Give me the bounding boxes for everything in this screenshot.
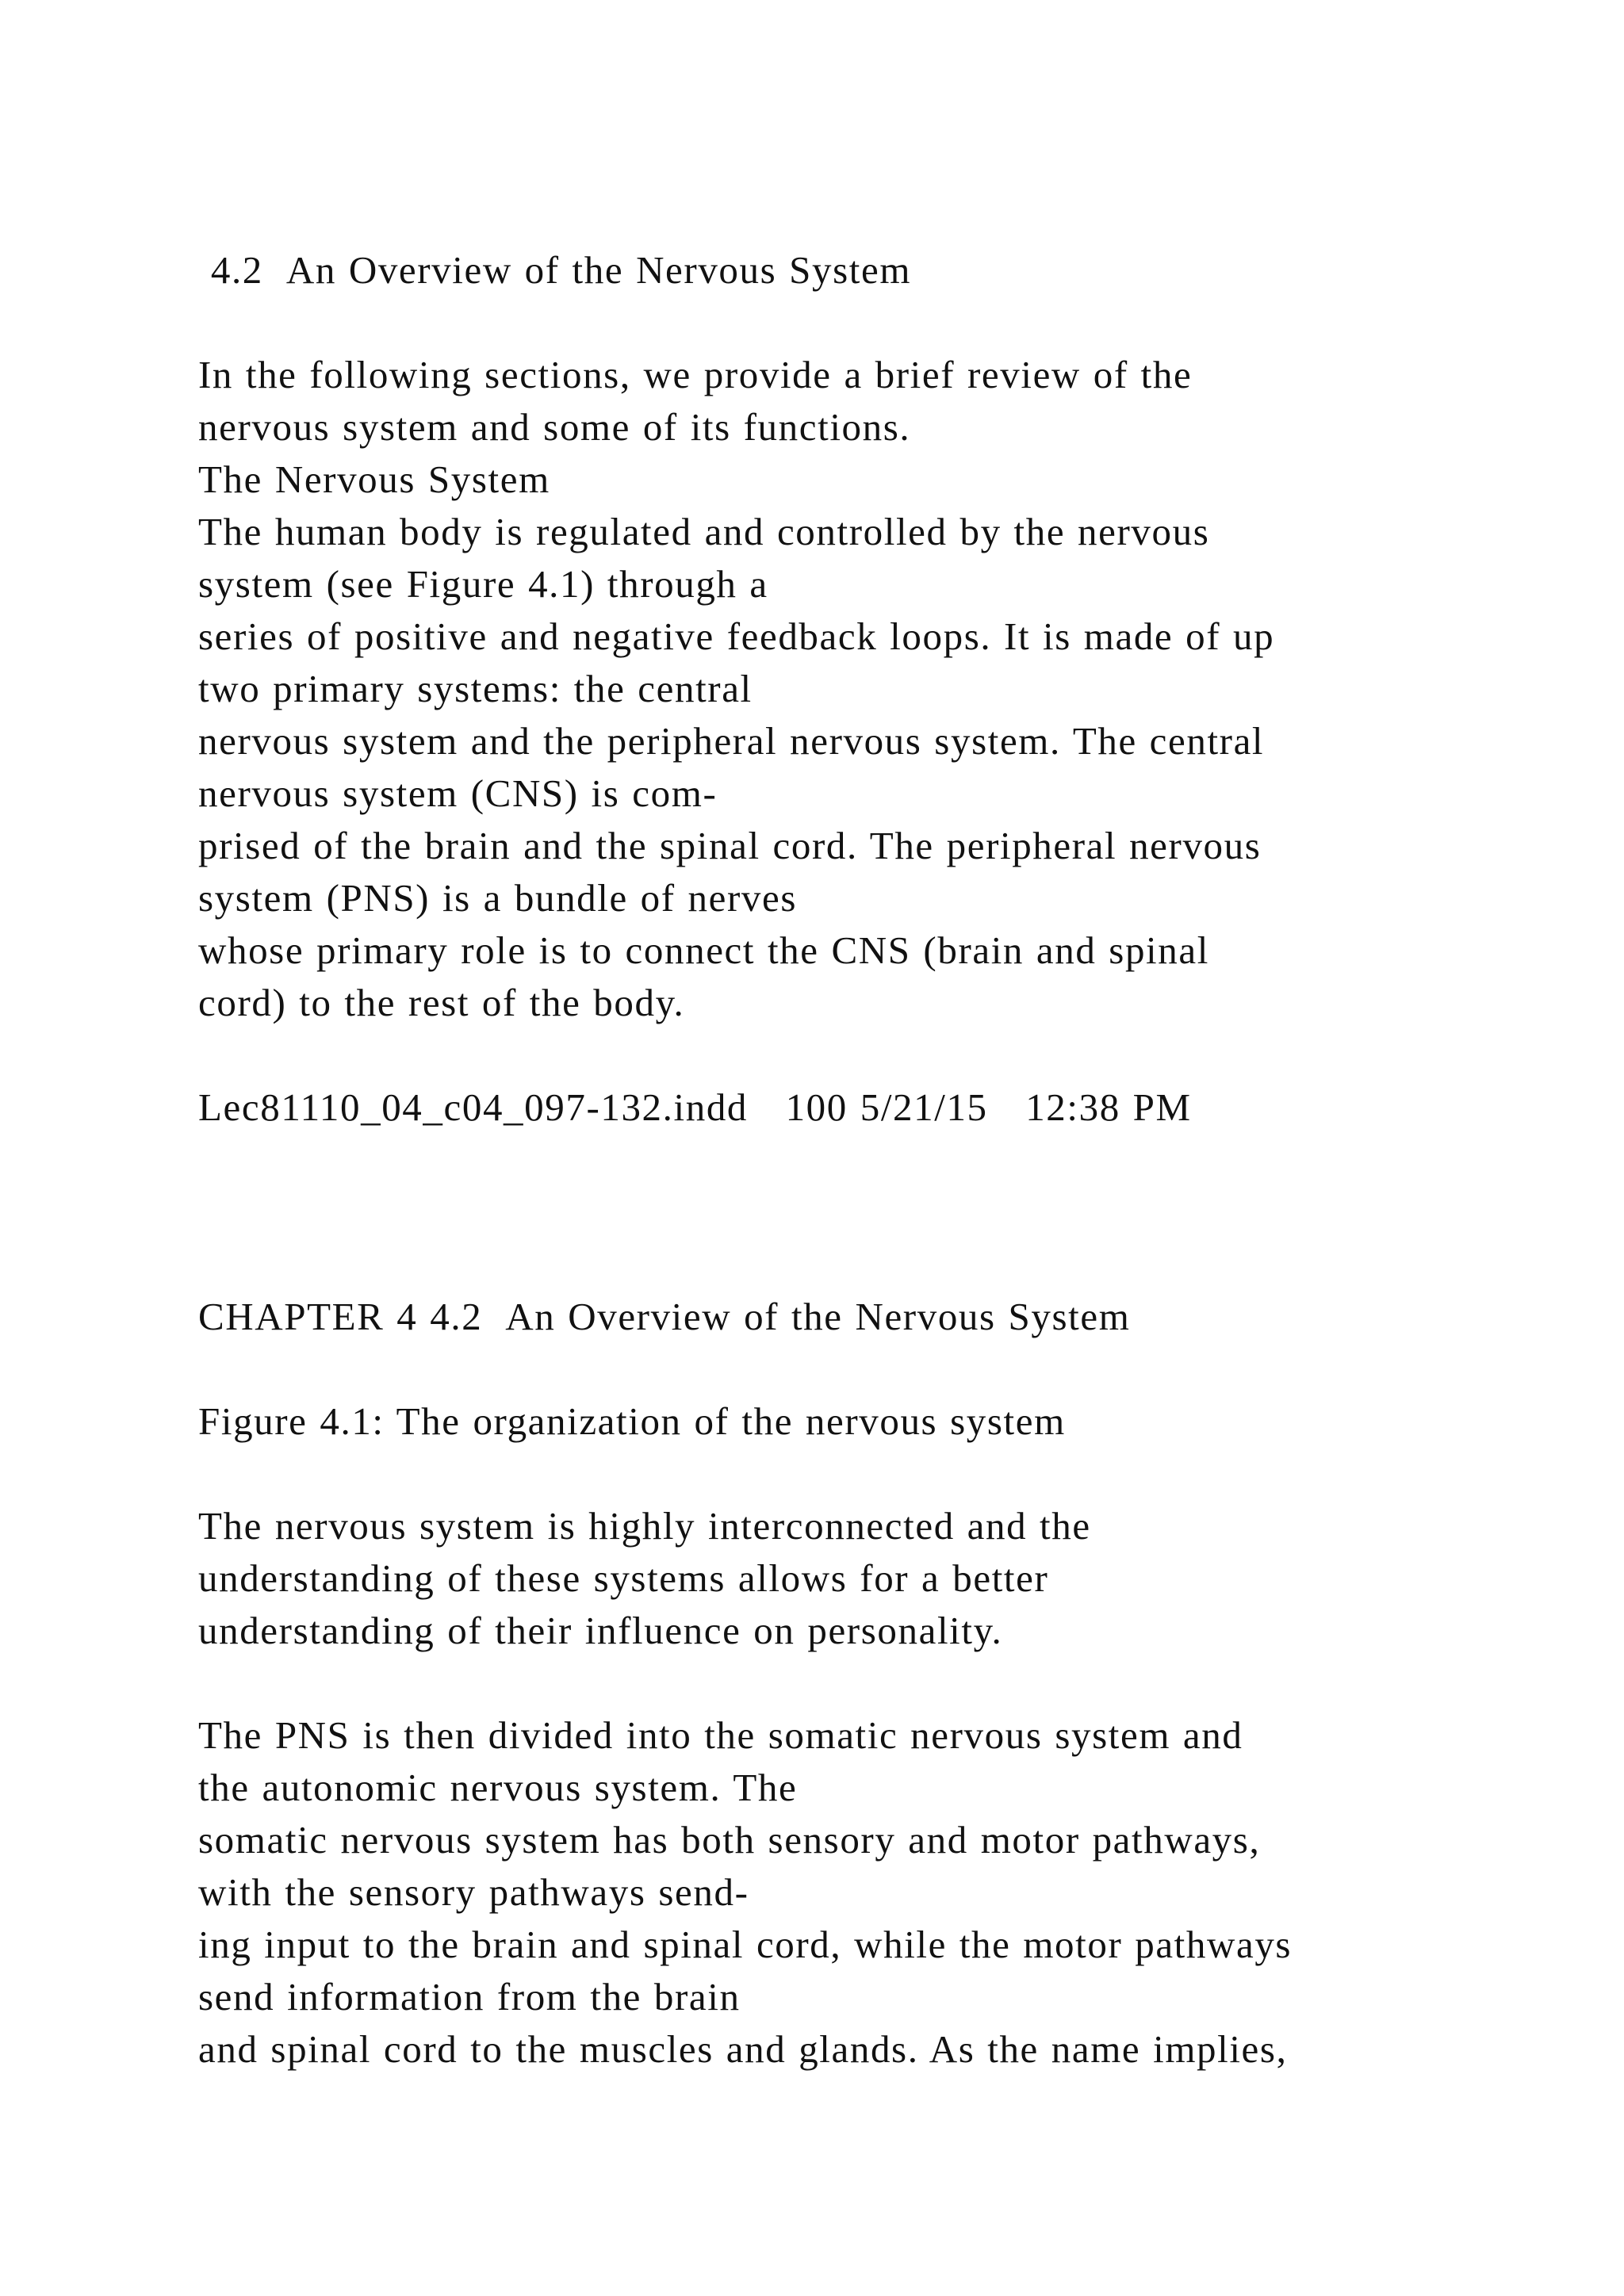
subheading: The Nervous System xyxy=(198,457,550,501)
spacer xyxy=(198,1448,1499,1500)
paragraph-line: with the sensory pathways send- xyxy=(198,1870,749,1914)
paragraph-line: The human body is regulated and controlled by the nervous xyxy=(198,510,1210,553)
page-break-spacer xyxy=(198,1134,1499,1291)
footer-slug: Lec81110_04_c04_097-132.indd 100 5/21/15 12:38 PM xyxy=(198,1085,1192,1129)
paragraph-line: The nervous system is highly interconnected and the xyxy=(198,1504,1091,1548)
paragraph-line: The PNS is then divided into the somatic nervous system and xyxy=(198,1713,1243,1757)
paragraph-line: the autonomic nervous system. The xyxy=(198,1766,798,1809)
intro-line: In the following sections, we provide a brief review of the xyxy=(198,353,1193,396)
paragraph-line: cord) to the rest of the body. xyxy=(198,981,685,1024)
running-header: CHAPTER 4 4.2 An Overview of the Nervous System xyxy=(198,1295,1131,1338)
paragraph-line: system (see Figure 4.1) through a xyxy=(198,562,768,606)
paragraph-line: send information from the brain xyxy=(198,1975,741,2019)
paragraph-line: understanding of their influence on personality. xyxy=(198,1609,1003,1652)
paragraph-line: two primary systems: the central xyxy=(198,667,753,710)
section-heading: 4.2 An Overview of the Nervous System xyxy=(198,248,912,292)
spacer xyxy=(198,1657,1499,1709)
paragraph-line: prised of the brain and the spinal cord. The peripheral nervous xyxy=(198,824,1262,867)
paragraph-line: understanding of these systems allows for a better xyxy=(198,1556,1049,1600)
spacer xyxy=(198,297,1499,349)
paragraph-line: series of positive and negative feedback loops. It is made of up xyxy=(198,614,1275,658)
spacer xyxy=(198,1343,1499,1395)
spacer xyxy=(198,1029,1499,1081)
paragraph-line: nervous system (CNS) is com- xyxy=(198,771,718,815)
intro-line: nervous system and some of its functions. xyxy=(198,405,911,449)
paragraph-line: whose primary role is to connect the CNS (brain and spinal xyxy=(198,928,1209,972)
paragraph-line: nervous system and the peripheral nervous system. The central xyxy=(198,719,1265,763)
paragraph-line: system (PNS) is a bundle of nerves xyxy=(198,876,798,920)
figure-caption: Figure 4.1: The organization of the nervous system xyxy=(198,1399,1066,1443)
document-body xyxy=(198,244,1499,2076)
paragraph-line: and spinal cord to the muscles and glands. As the name implies, xyxy=(198,2027,1288,2071)
paragraph-line: somatic nervous system has both sensory and motor pathways, xyxy=(198,1818,1261,1862)
paragraph-line: ing input to the brain and spinal cord, while the motor pathways xyxy=(198,1923,1293,1966)
